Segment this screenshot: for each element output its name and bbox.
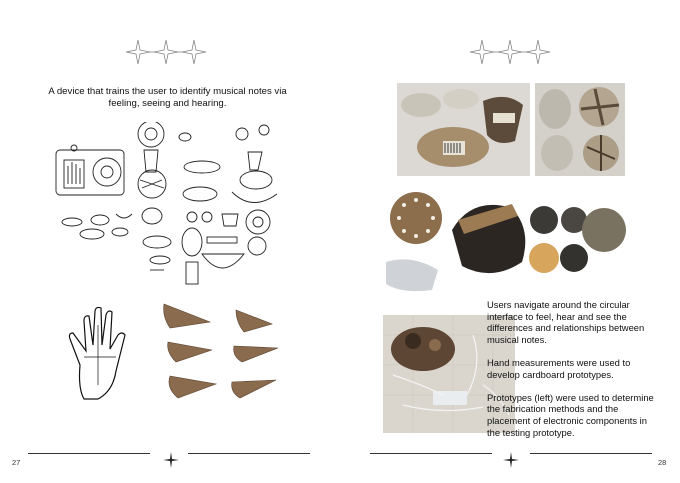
page-number: 27 <box>12 458 21 467</box>
paragraph-3: Prototypes (left) were used to determine the fabrication methods and the placement of electronic components in the testing prototype. <box>487 391 654 438</box>
prototype-photo-1 <box>397 83 530 176</box>
concept-sketches-image <box>52 122 287 287</box>
star-ornament-icon <box>466 38 562 66</box>
footer-star-icon <box>162 451 180 469</box>
hand-sketch-image <box>58 305 153 405</box>
cardboard-prototypes-graphic <box>382 190 627 295</box>
paragraph-2: Hand measurements were used to develop cardboard prototypes. <box>487 356 631 380</box>
footer-rule-right <box>530 453 652 454</box>
paper-prototypes-graphic <box>397 83 530 176</box>
sketch-drawing <box>52 122 287 287</box>
body-text <box>487 299 657 450</box>
footer-star-icon <box>502 451 520 469</box>
cardboard-cutouts-image <box>160 300 285 405</box>
footer-rule-left <box>28 453 150 454</box>
decorative-stars <box>466 38 562 66</box>
decorative-stars <box>122 38 218 66</box>
paper-spheres-graphic <box>535 83 625 176</box>
right-page <box>340 0 680 483</box>
footer-rule-left <box>370 453 492 454</box>
cardboard-pieces-drawing <box>160 300 285 405</box>
star-ornament-icon <box>122 38 218 66</box>
page-number: 28 <box>658 458 667 467</box>
prototype-photo-3 <box>382 190 627 295</box>
hand-outline-drawing <box>58 305 153 405</box>
paragraph-1: Users navigate around the circular interface to feel, hear and see the differences and relationships between musical notes. <box>487 299 645 345</box>
footer-rule-right <box>188 453 310 454</box>
intro-text: A device that trains the user to identify musical notes via feeling, seeing and hearing. <box>48 86 287 110</box>
prototype-photo-2 <box>535 83 625 176</box>
